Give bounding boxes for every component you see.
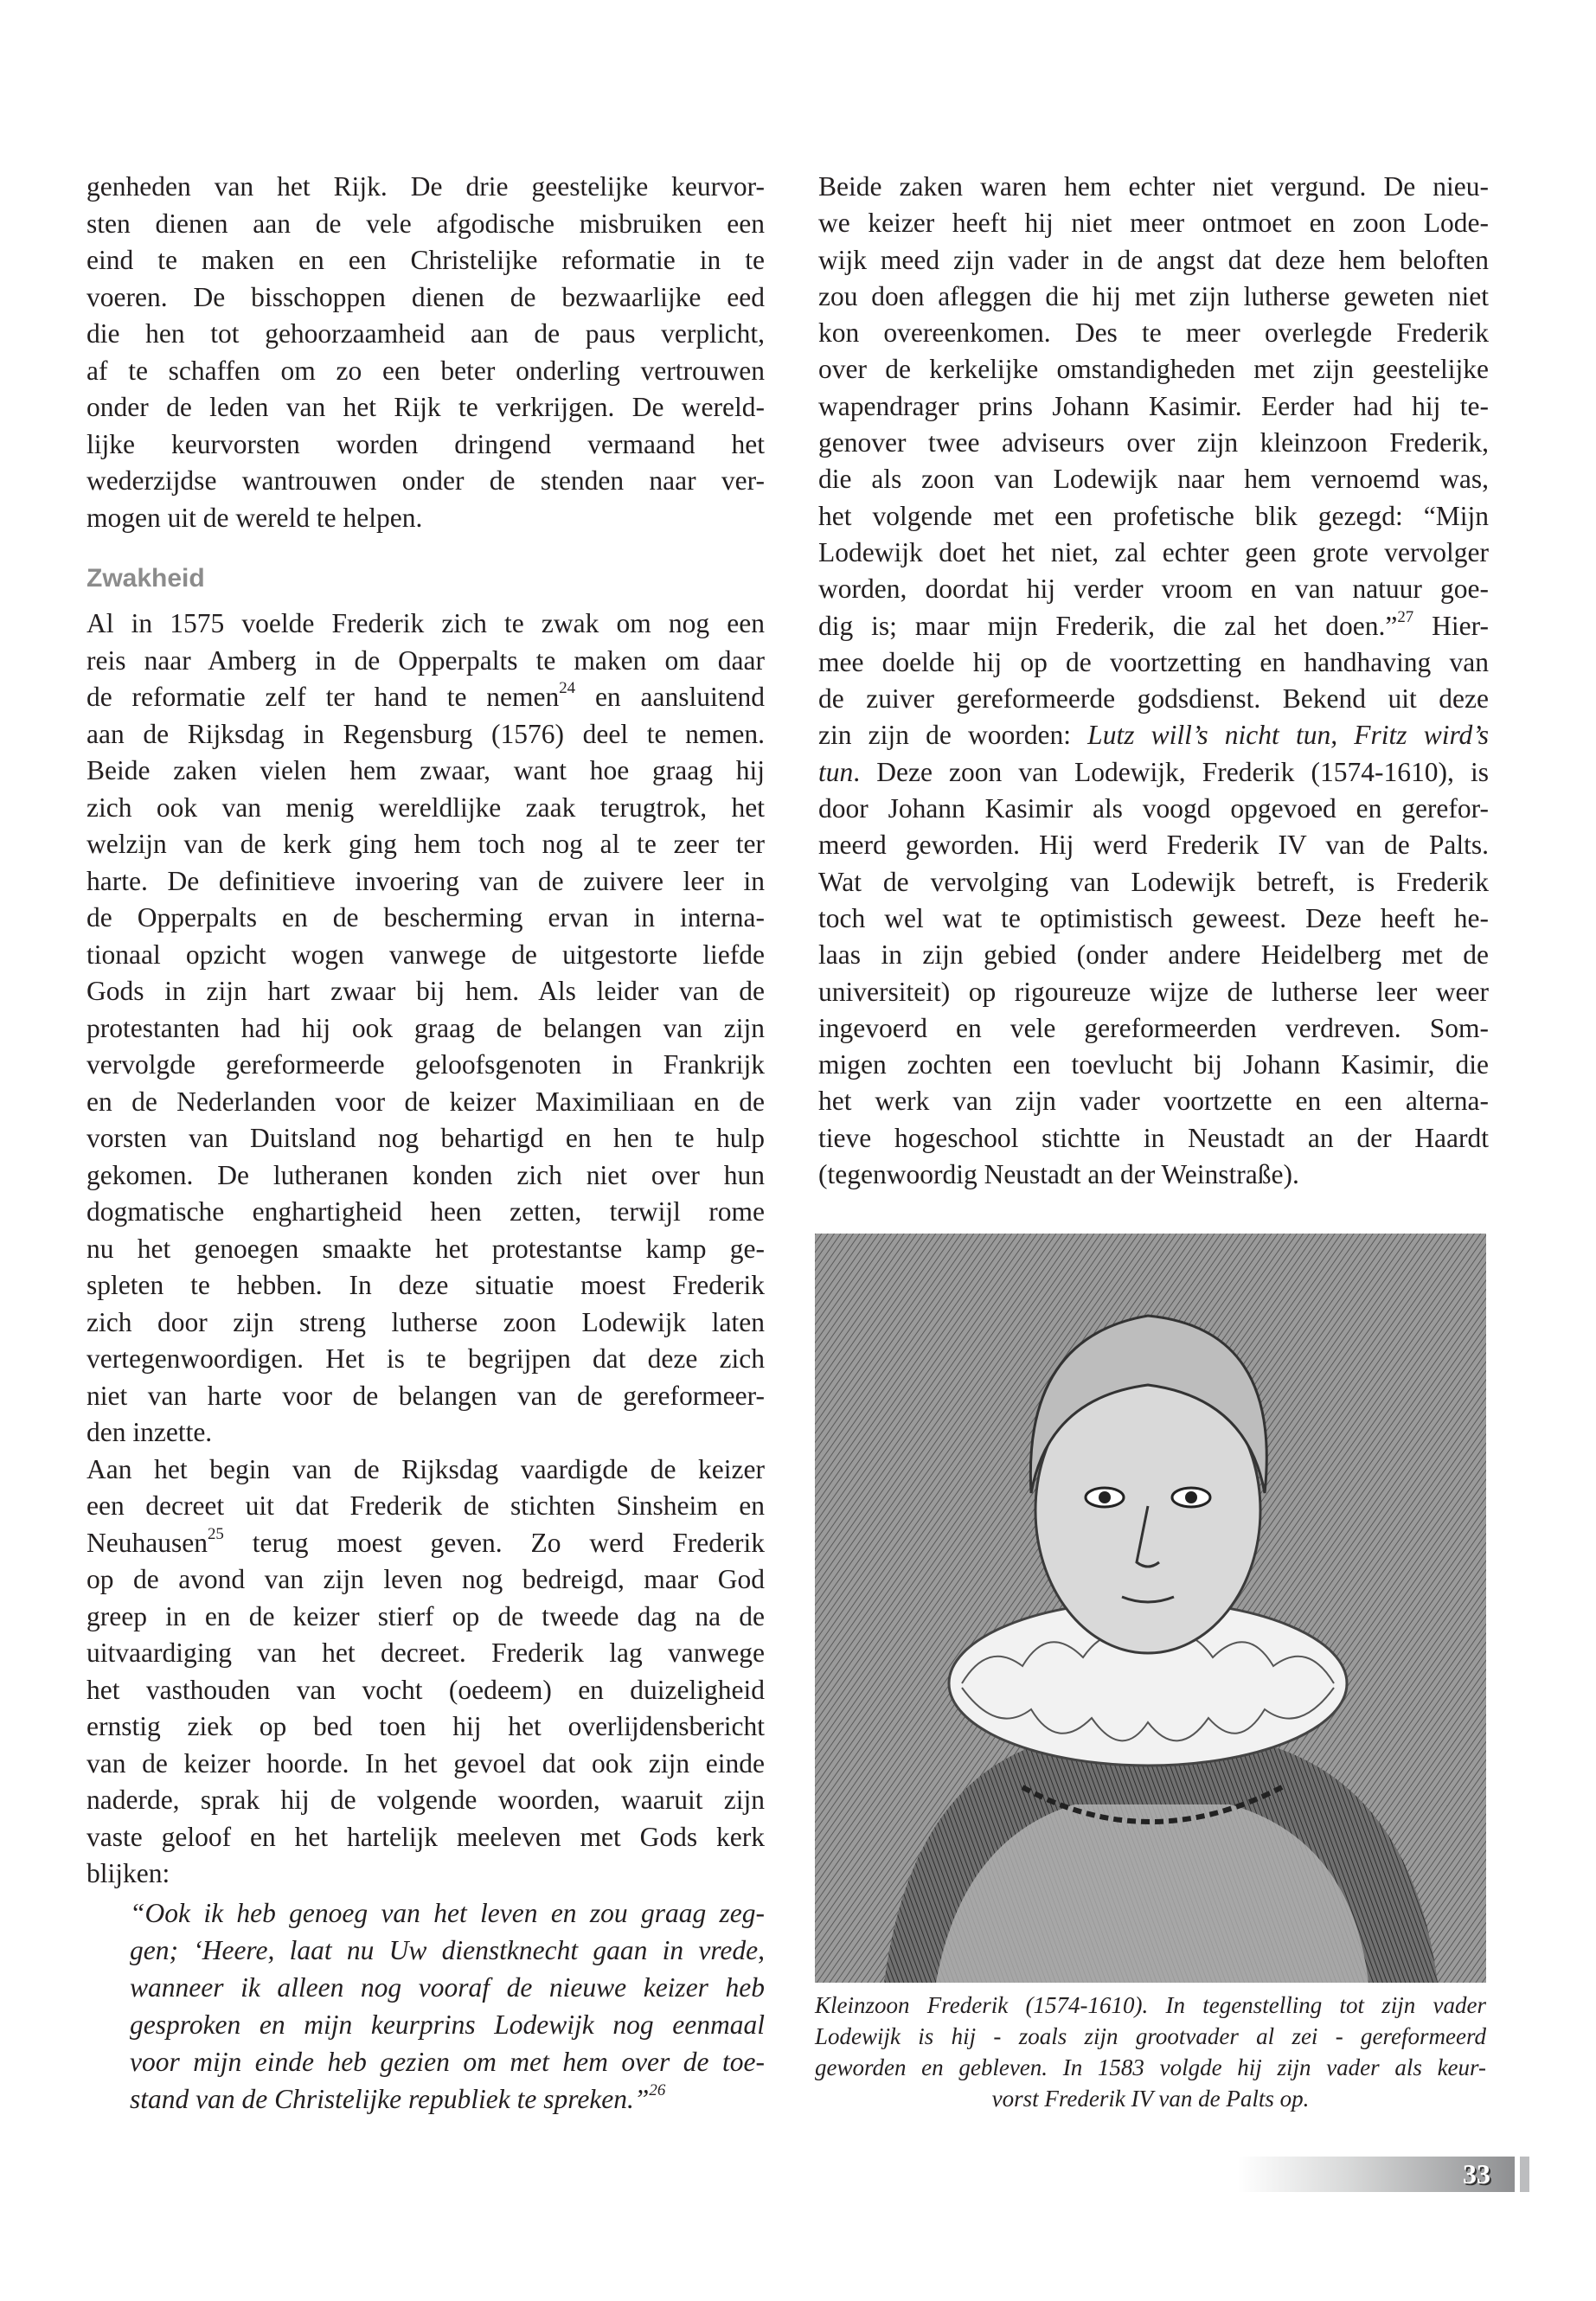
text-line: het werk van zijn vader voortzette en een alterna- bbox=[818, 1086, 1489, 1117]
text-line: kon overeenkomen. Des te meer overlegde Frederik bbox=[818, 317, 1489, 349]
text-line: de Opperpalts en de bescherming ervan in interna- bbox=[87, 902, 765, 933]
text-line: (tegenwoordig Neustadt an der Weinstraße). bbox=[818, 1159, 1299, 1190]
text-line: de zuiver gereformeerde godsdienst. Bekend uit deze bbox=[818, 683, 1489, 715]
text-line: lijke keurvorsten worden dringend vermaand het bbox=[87, 428, 765, 459]
text-line: zich ook van menig wereldlijke zaak terugtrok, het bbox=[87, 792, 765, 823]
left-column-intro-text bbox=[87, 169, 765, 536]
footnote-ref: 27 bbox=[1397, 607, 1414, 626]
page-number-bar bbox=[1238, 2157, 1515, 2192]
text-line: we keizer heeft hij niet meer ontmoet en zoon Lode- bbox=[818, 208, 1489, 239]
text-line: tionaal opzicht wogen vanwege de uitgestorte liefde bbox=[87, 939, 765, 970]
text-line: af te schaffen om zo een beter onderling vertrouwen bbox=[87, 355, 765, 386]
text-line: naderde, sprak hij de volgende woorden, waaruit zijn bbox=[87, 1785, 765, 1815]
text-line: sten dienen aan de vele afgodische misbruiken een bbox=[87, 208, 765, 239]
text-line: Aan het begin van de Rijksdag vaardigde de keizer bbox=[87, 1453, 765, 1484]
text-line: nu het genoegen smaakte het protestantse kamp ge- bbox=[87, 1233, 765, 1264]
text-segment: zin zijn de woorden: bbox=[818, 720, 1088, 751]
text-line: Gods in zijn hart zwaar bij hem. Als leider van de bbox=[87, 976, 765, 1006]
text-segment: Hier- bbox=[1413, 610, 1489, 641]
caption-line: geworden en gebleven. In 1583 volgde hij zijn vader als keur- bbox=[815, 2054, 1486, 2080]
text-segment: Neuhausen bbox=[87, 1527, 208, 1558]
text-line bbox=[87, 1525, 765, 1562]
text-line: vertegenwoordigen. Het is te begrijpen dat deze zich bbox=[87, 1343, 765, 1374]
text-line: wijk meed zijn vader in de angst dat deze hem beloften bbox=[818, 244, 1489, 275]
text-line: zou doen afleggen die hij met zijn lutherse geweten niet bbox=[818, 280, 1489, 311]
text-line bbox=[87, 679, 765, 716]
text-line: meerd geworden. Hij werd Frederik IV van de Palts. bbox=[818, 830, 1489, 861]
text-segment: . Deze zoon van Lodewijk, Frederik (1574-1610), is bbox=[853, 756, 1489, 787]
caption-line: Lodewijk is hij - zoals zijn grootvader al zei - gereformeerd bbox=[815, 2023, 1486, 2049]
footnote-ref: 25 bbox=[207, 1524, 224, 1543]
text-line: harte. De definitieve invoering van de zuivere leer in bbox=[87, 865, 765, 896]
text-line: uitvaardiging van het decreet. Frederik lag vanwege bbox=[87, 1638, 765, 1668]
text-line: Lodewijk doet het niet, zal echter geen grote vervolger bbox=[818, 536, 1489, 567]
right-column-body-text bbox=[818, 169, 1489, 1193]
text-line: migen zochten een toevlucht bij Johann Kasimir, die bbox=[818, 1049, 1489, 1080]
page-number: 33 bbox=[1463, 2158, 1490, 2189]
text-line: toch wel wat te optimistisch geweest. Deze heeft he- bbox=[818, 902, 1489, 933]
text-line: wederzijdse wantrouwen onder de stenden naar ver- bbox=[87, 465, 765, 496]
text-line: wanneer ik alleen nog vooraf de nieuwe keizer heb bbox=[130, 1972, 765, 2003]
italic-text: Lutz will’s nicht tun, Fritz wird’s bbox=[1087, 720, 1489, 751]
text-line: spleten te hebben. In deze situatie moest Frederik bbox=[87, 1270, 765, 1300]
text-line: het volgende met een profetische blik gezegd: “Mijn bbox=[818, 500, 1489, 531]
text-line: blijken: bbox=[87, 1858, 170, 1888]
text-line: Al in 1575 voelde Frederik zich te zwak om nog een bbox=[87, 608, 765, 638]
text-line: vorsten van Duitsland nog behartigd en hen te hulp bbox=[87, 1123, 765, 1153]
text-line: dogmatische enghartigheid heen zetten, terwijl rome bbox=[87, 1196, 765, 1227]
text-line: door Johann Kasimir als voogd opgevoed en gerefor- bbox=[818, 793, 1489, 824]
text-line: vervolgde gereformeerde geloofsgenoten in Frankrijk bbox=[87, 1049, 765, 1080]
text-segment: terug moest geven. Zo werd Frederik bbox=[223, 1527, 765, 1558]
text-line: greep in en de keizer stierf op de tweede dag na de bbox=[87, 1600, 765, 1631]
text-line: genheden van het Rijk. De drie geestelijke keurvor- bbox=[87, 171, 765, 202]
text-line bbox=[818, 608, 1489, 644]
left-column-body-text bbox=[87, 606, 765, 1893]
text-line: vaste geloof en het hartelijk meeleven met Gods kerk bbox=[87, 1821, 765, 1852]
text-line: Beide zaken vielen hem zwaar, want hoe graag hij bbox=[87, 755, 765, 785]
text-line: niet van harte voor de belangen van de gereformeer- bbox=[87, 1380, 765, 1411]
text-line: gen; ‘Heere, laat nu Uw dienstknecht gaan in vrede, bbox=[130, 1935, 765, 1965]
text-line: die als zoon van Lodewijk naar hem vernoemd was, bbox=[818, 464, 1489, 495]
portrait-engraving-image bbox=[815, 1234, 1486, 1983]
text-line: die hen tot gehoorzaamheid aan de paus verplicht, bbox=[87, 318, 765, 349]
text-line: van de keizer hoorde. In het gevoel dat ook zijn einde bbox=[87, 1747, 765, 1779]
block-quote bbox=[130, 1894, 765, 2118]
text-line bbox=[818, 754, 1489, 791]
text-line: laas in zijn gebied (onder andere Heidelberg met de bbox=[818, 939, 1489, 971]
text-line: Beide zaken waren hem echter niet vergund. De nieu- bbox=[818, 171, 1489, 202]
caption-line: vorst Frederik IV van de Palts op. bbox=[991, 2086, 1310, 2112]
caption-line: Kleinzoon Frederik (1574-1610). In tegenstelling tot zijn vader bbox=[815, 1992, 1486, 2018]
text-line: universiteit) op rigoureuze wijze de lutherse leer weer bbox=[818, 976, 1489, 1007]
text-line: eind te maken en een Christelijke reformatie in te bbox=[87, 245, 765, 275]
text-line: genover twee adviseurs over zijn kleinzoon Frederik, bbox=[818, 427, 1489, 458]
text-line: en de Nederlanden voor de keizer Maximiliaan en de bbox=[87, 1086, 765, 1117]
text-line: tieve hogeschool stichtte in Neustadt an der Haardt bbox=[818, 1122, 1489, 1153]
text-line: Wat de vervolging van Lodewijk betreft, is Frederik bbox=[818, 866, 1489, 897]
text-line: gekomen. De lutheranen konden zich niet over hun bbox=[87, 1159, 765, 1190]
text-line: worden, doordat hij verder vroom en van natuur goe- bbox=[818, 574, 1489, 605]
text-line: ingevoerd en vele gereformeerden verdreven. Som- bbox=[818, 1012, 1489, 1043]
text-line bbox=[130, 2080, 765, 2118]
text-line: reis naar Amberg in de Opperpalts te maken om daar bbox=[87, 644, 765, 676]
text-line: mee doelde hij op de voortzetting en handhaving van bbox=[818, 646, 1489, 677]
text-line: den inzette. bbox=[87, 1417, 213, 1447]
text-line: protestanten had hij ook graag de belangen van zijn bbox=[87, 1012, 765, 1043]
footnote-ref: 26 bbox=[649, 2080, 666, 2099]
text-segment: en aansluitend bbox=[575, 682, 765, 712]
image-caption bbox=[815, 1990, 1486, 2114]
text-line: over de kerkelijke omstandigheden met zijn geestelijke bbox=[818, 354, 1489, 385]
text-line: op de avond van zijn leven nog bedreigd, maar God bbox=[87, 1564, 765, 1594]
text-line: een decreet uit dat Frederik de stichten Sinsheim en bbox=[87, 1490, 765, 1521]
text-line: het vasthouden van vocht (oedeem) en duizeligheid bbox=[87, 1674, 765, 1705]
text-line: zich door zijn streng lutherse zoon Lodewijk laten bbox=[87, 1306, 765, 1337]
text-line: gesproken en mijn keurprins Lodewijk nog eenmaal bbox=[130, 2009, 765, 2040]
text-segment: dig is; maar mijn Frederik, die zal het doen.” bbox=[818, 610, 1398, 641]
footnote-ref: 24 bbox=[559, 678, 576, 697]
text-line: mogen uit de wereld te helpen. bbox=[87, 502, 423, 533]
text-segment: de reformatie zelf ter hand te nemen bbox=[87, 682, 560, 712]
italic-text: tun bbox=[818, 756, 854, 787]
text-line: “Ook ik heb genoeg van het leven en zou graag zeg- bbox=[130, 1898, 765, 1928]
text-line: onder de leden van het Rijk te verkrijgen. De wereld- bbox=[87, 392, 765, 422]
page-bar-accent bbox=[1520, 2157, 1529, 2192]
text-line: ernstig ziek op bed toen hij het overlijdensbericht bbox=[87, 1711, 765, 1741]
text-line: welzijn van de kerk ging hem toch nog al te zeer ter bbox=[87, 829, 765, 859]
text-segment: stand van de Christelijke republiek te spreken.” bbox=[130, 2084, 650, 2114]
text-line bbox=[818, 717, 1489, 753]
text-line: aan de Rijksdag in Regensburg (1576) deel te nemen. bbox=[87, 718, 765, 749]
text-line: voor mijn einde heb gezien om met hem over de toe- bbox=[130, 2047, 765, 2077]
text-line: voeren. De bisschoppen dienen de bezwaarlijke eed bbox=[87, 281, 765, 312]
section-heading: Zwakheid bbox=[87, 564, 205, 593]
text-line: wapendrager prins Johann Kasimir. Eerder had hij te- bbox=[818, 390, 1489, 421]
